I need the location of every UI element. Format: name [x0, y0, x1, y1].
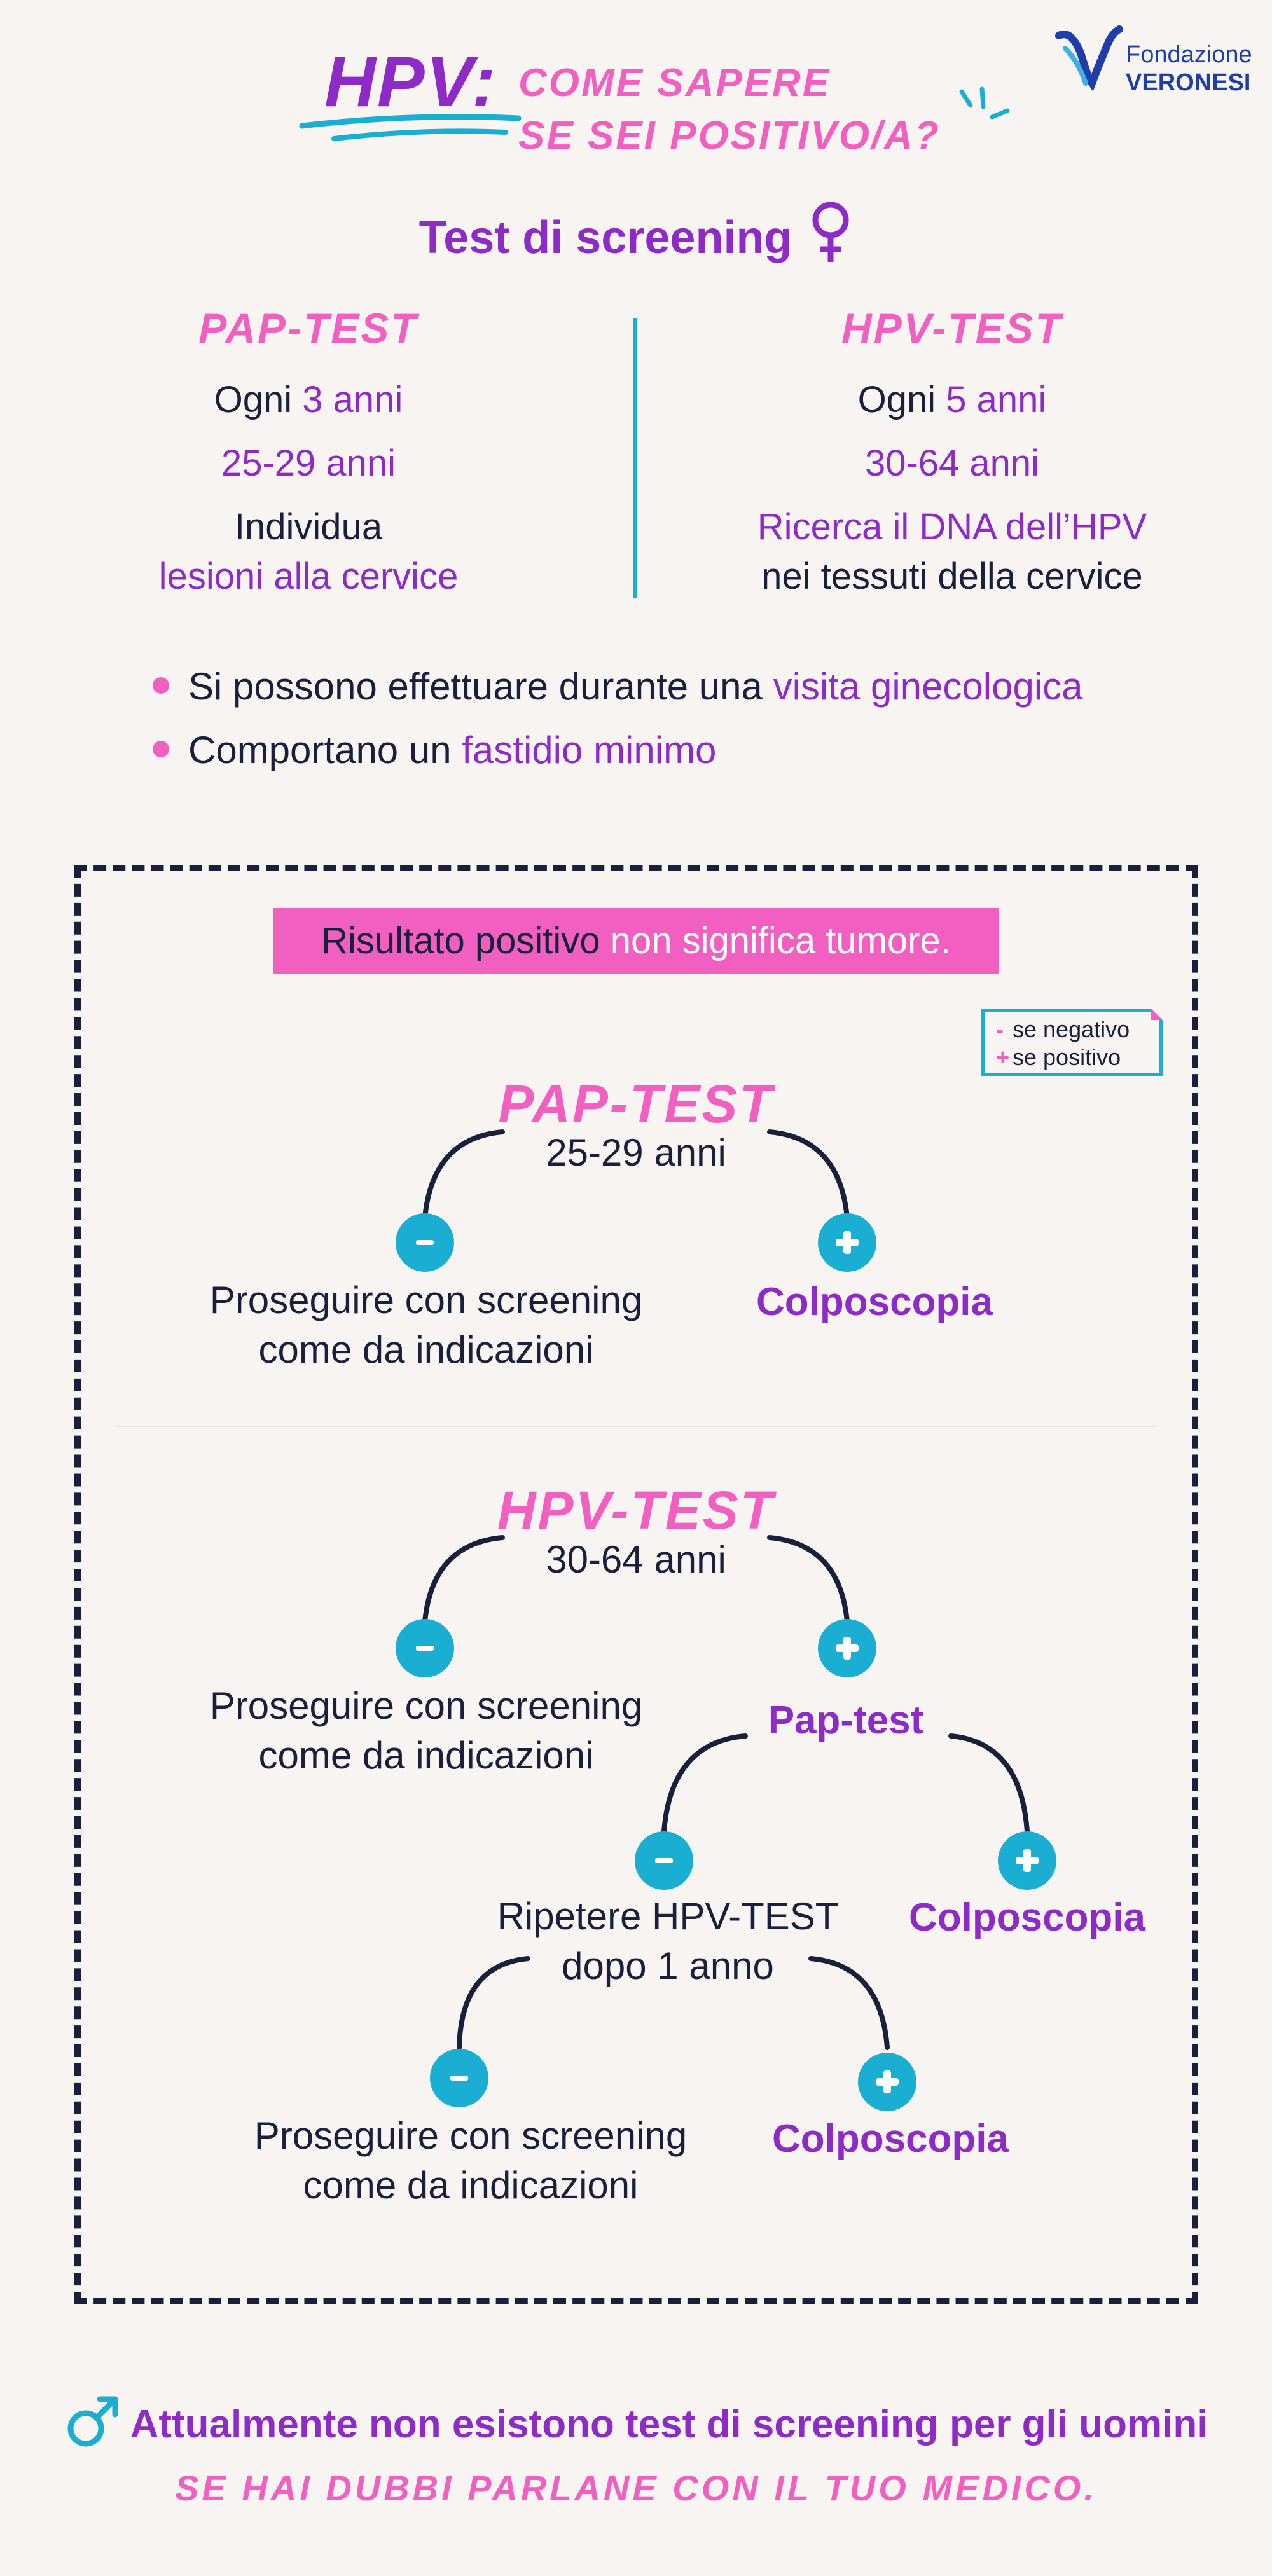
- hpv-tree-ages: 30-64 anni: [546, 1538, 726, 1581]
- pap-positive-outcome: Colposcopia: [756, 1280, 993, 1324]
- result-banner-text: Risultato positivo: [321, 920, 611, 961]
- hpv-negative-outcome: [165, 1681, 687, 1780]
- pap-negative-line-1: Proseguire con screening: [209, 1279, 643, 1321]
- pap-frequency-label: Ogni: [214, 379, 303, 420]
- screening-title-text: Test di screening: [418, 212, 792, 263]
- men-note: [0, 2393, 1272, 2450]
- paptest-negative-line-2: dopo 1 anno: [562, 1945, 774, 1987]
- hpv-desc-1: Ricerca il DNA dell’HPV: [757, 506, 1147, 548]
- repeat-negative-node-icon: [430, 2049, 488, 2107]
- repeat-negative-line-2: come da indicazioni: [303, 2164, 639, 2207]
- tree-separator: [114, 1426, 1158, 1427]
- bullet-1-highlight: visita ginecologica: [773, 665, 1083, 708]
- logo-top: Fondazione: [1126, 41, 1252, 68]
- hpv-negative-line-2: come da indicazioni: [258, 1734, 594, 1777]
- paptest-negative-node-icon: [635, 1831, 693, 1890]
- legend-positive-label: se positivo: [1013, 1044, 1121, 1070]
- bullet-1-text: Si possono effettuare durante una: [188, 665, 773, 708]
- pap-negative-line-2: come da indicazioni: [258, 1328, 594, 1371]
- hpv-positive-node-icon: [818, 1619, 876, 1677]
- title-line-2: SE SEI POSITIVO/A?: [518, 114, 941, 158]
- hpv-desc-2: nei tessuti della cervice: [761, 556, 1143, 597]
- title-hpv: HPV:: [324, 42, 497, 121]
- pap-negative-outcome: [165, 1276, 687, 1375]
- result-banner-highlight: non significa tumore.: [610, 920, 951, 961]
- pap-positive-node-icon: [818, 1213, 876, 1272]
- paptest-negative-line-1: Ripetere HPV-TEST: [497, 1895, 839, 1938]
- repeat-positive-outcome: Colposcopia: [771, 2117, 1009, 2161]
- pap-ages: 25-29 anni: [221, 443, 396, 484]
- bullet-2-highlight: fastidio minimo: [462, 729, 717, 771]
- hpv-ages: 30-64 anni: [864, 443, 1040, 484]
- pap-tree-ages: 25-29 anni: [546, 1131, 726, 1174]
- pap-column-title: PAP-TEST: [198, 305, 418, 352]
- paptest-positive-outcome: Colposcopia: [908, 1896, 1146, 1939]
- hpv-negative-line-1: Proseguire con screening: [209, 1684, 643, 1727]
- pap-desc-1: Individua: [234, 506, 383, 548]
- repeat-positive-node-icon: [858, 2053, 916, 2111]
- repeat-negative-outcome: [210, 2111, 731, 2210]
- minus-symbol: -: [996, 1016, 1004, 1042]
- bullet-2-text: Comportano un: [188, 729, 462, 771]
- men-note-text: Attualmente non esistono test di screening per gli uomini: [130, 2402, 1208, 2446]
- paptest-connector-right: [951, 1736, 1027, 1831]
- hpv-frequency-value: 5 anni: [946, 379, 1047, 420]
- repeat-negative-line-1: Proseguire con screening: [254, 2114, 688, 2157]
- pap-frequency-value: 3 anni: [302, 379, 403, 420]
- hpv-column-title: HPV-TEST: [841, 305, 1063, 352]
- title-line-1: COME SAPERE: [518, 61, 831, 105]
- hpv-negative-node-icon: [396, 1619, 454, 1677]
- hpv-positive-outcome: Pap-test: [768, 1698, 924, 1742]
- paptest-positive-node-icon: [998, 1831, 1056, 1890]
- pap-desc-2: lesioni alla cervice: [158, 556, 459, 597]
- logo-bottom: VERONESI: [1126, 69, 1251, 96]
- hpv-frequency-label: Ogni: [857, 379, 946, 420]
- final-call-to-action: SE HAI DUBBI PARLANE CON IL TUO MEDICO.: [175, 2468, 1097, 2508]
- male-symbol-icon: [64, 2393, 121, 2450]
- pap-negative-node-icon: [396, 1213, 454, 1272]
- legend-negative-label: se negativo: [1013, 1016, 1130, 1042]
- pap-tree-title: PAP-TEST: [498, 1074, 774, 1134]
- plus-symbol: +: [996, 1044, 1010, 1070]
- hpv-tree-title: HPV-TEST: [497, 1480, 775, 1540]
